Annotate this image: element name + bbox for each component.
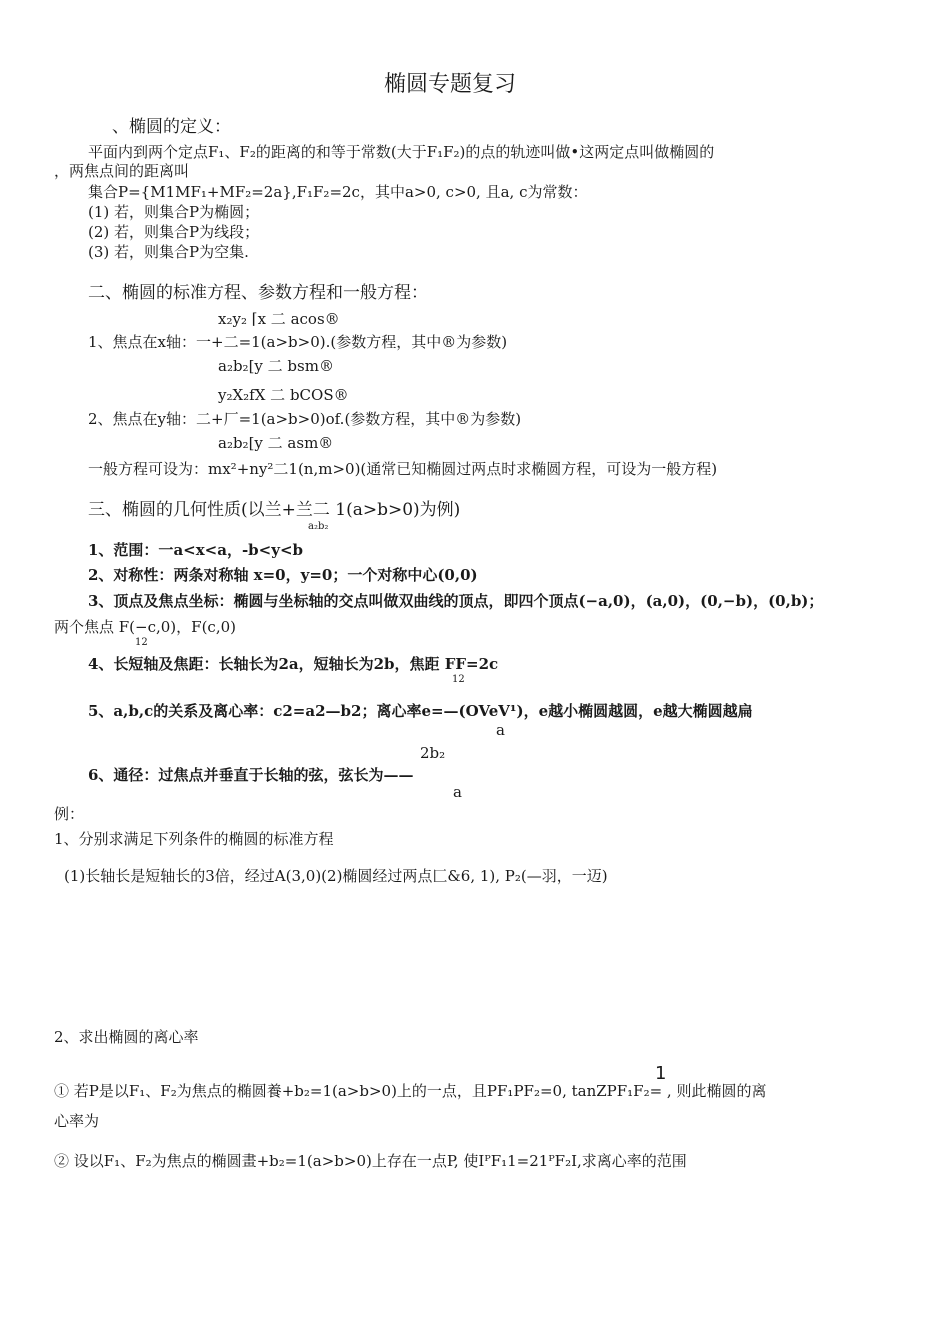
property-range: 1、范围：一a<x<a，-b<y<b	[88, 541, 304, 559]
latus-denominator: a	[453, 783, 462, 801]
example-label: 例：	[54, 805, 85, 823]
case-1: (1) 若，则集合P为椭圆；	[88, 203, 260, 221]
case-2: (2) 若，则集合P为线段；	[88, 223, 260, 241]
foci-subscript: 12	[135, 637, 148, 648]
general-equation: 一般方程可设为：mx²+ny²二1(n,m>0)(通常已知椭圆过两点时求椭圆方程，可设为一般方程)	[88, 460, 718, 478]
section-3-heading: 三、椭圆的几何性质(以兰+兰二 1(a>b>0)为例)	[88, 500, 461, 520]
example-2-part-1-cont: 心率为	[54, 1112, 100, 1130]
latus-numerator: 2b₂	[420, 744, 446, 762]
property-symmetry: 2、对称性：两条对称轴 x=0，y=0；一个对称中心(0,0)	[88, 566, 478, 584]
set-definition: 集合P={M1MF₁+MF₂=2a},F₁F₂=2c，其中a>0, c>0, 且a, c为常数：	[88, 183, 588, 201]
focal-subscript: 12	[452, 674, 465, 685]
x-axis-eq-top: x₂y₂ ⌈x 二 acos®	[218, 310, 340, 328]
y-axis-eq-bottom: a₂b₂[y 二 asm®	[218, 434, 334, 452]
definition-line-2: ，两焦点间的距离叫	[54, 162, 190, 180]
x-axis-eq-main: 1、焦点在x轴：一+二=1(a>b>0).(参数方程，其中®为参数)	[88, 333, 508, 351]
y-axis-eq-main: 2、焦点在y轴：二+厂=1(a>b>0)of.(参数方程，其中®为参数)	[88, 410, 522, 428]
section-2-heading: 二、椭圆的标准方程、参数方程和一般方程：	[88, 283, 428, 303]
example-2-part-1: ① 若P是以F₁、F₂为焦点的椭圆養+b₂=1(a>b>0)上的一点，且PF₁PF₂=0, tanZPF₁F₂= , 则此椭圆的离	[54, 1082, 767, 1100]
definition-line-1: 平面内到两个定点F₁、F₂的距离的和等于常数(大于F₁F₂)的点的轨迹叫做•这两定点叫做椭圆的	[88, 143, 715, 161]
y-axis-eq-top: y₂X₂fX 二 bCOS®	[218, 386, 349, 404]
section-3-heading-denominators: a₂b₂	[308, 521, 329, 532]
example-1: 1、分别求满足下列条件的椭圆的标准方程	[54, 830, 334, 848]
page-title: 椭圆专题复习	[384, 72, 517, 97]
example-2: 2、求出椭圆的离心率	[54, 1028, 199, 1046]
property-latus-rectum: 6、通径：过焦点并垂直于长轴的弦，弦长为——	[88, 766, 414, 784]
property-vertices: 3、顶点及焦点坐标：椭圆与坐标轴的交点叫做双曲线的顶点，即四个顶点(−a,0)，(a,0)，(0,−b)，(0,b)；	[88, 592, 824, 610]
case-3: (3) 若，则集合P为空集.	[88, 243, 249, 261]
example-2-fraction-numerator: 1	[655, 1063, 667, 1084]
property-foci: 两个焦点 F(−c,0)，F(c,0)	[54, 618, 236, 636]
eccentricity-denominator: a	[496, 721, 505, 739]
property-eccentricity: 5、a,b,c的关系及离心率：c2=a2—b2；离心率e=—(OVeV¹)，e越小椭圆越圆，e越大椭圆越扁	[88, 702, 753, 720]
example-2-part-2: ② 设以F₁、F₂为焦点的椭圆畫+b₂=1(a>b>0)上存在一点P, 使IᴾF₁1=21ᴾF₂I,求离心率的范围	[54, 1152, 687, 1170]
property-axes: 4、长短轴及焦距：长轴长为2a，短轴长为2b，焦距 FF=2c	[88, 655, 499, 673]
x-axis-eq-bottom: a₂b₂[y 二 bsm®	[218, 357, 334, 375]
section-1-heading: 、椭圆的定义：	[112, 117, 231, 137]
example-1-parts: (1)长轴长是短轴长的3倍，经过A(3,0)(2)椭圆经过两点匚&6, 1), P₂(—羽，一迈)	[64, 867, 608, 885]
